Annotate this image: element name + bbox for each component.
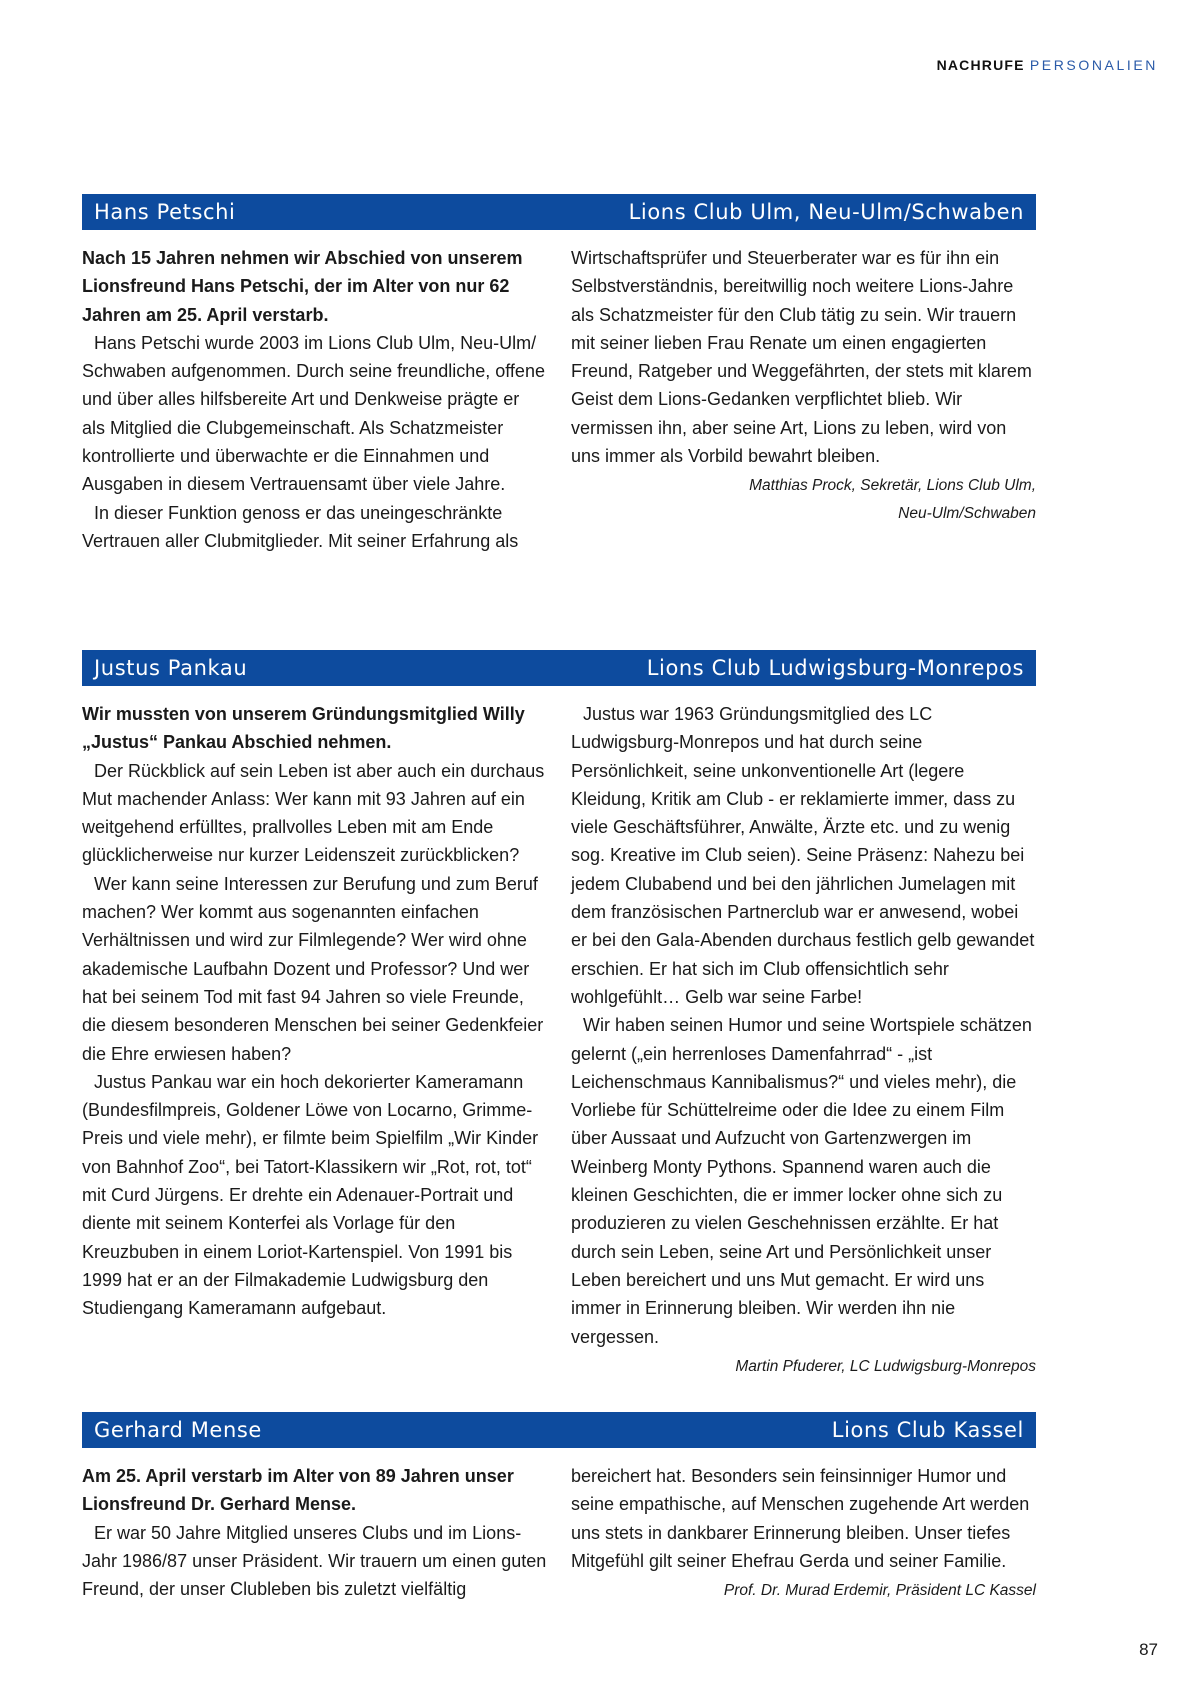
obituary-banner — [82, 194, 1036, 230]
body-paragraph: bereichert hat. Besonders sein feinsinniger Humor und seine empathische, auf Menschen zugehende Art werden uns stets in dankbarer Erinnerung bleiben. Unser tiefes Mitgefühl gilt seiner Ehefrau Gerda und seiner Familie. — [571, 1466, 1030, 1571]
obituary-name: Gerhard Mense — [94, 1418, 262, 1442]
text-column-right — [571, 1462, 1036, 1605]
obituary-banner — [82, 650, 1036, 686]
body-paragraph: Wer kann seine Interessen zur Berufung und zum Beruf machen? Wer kommt aus sogenannten einfachen Verhältnissen und wird zur Filmlegende? Wer wird ohne akademische Laufbahn Dozent und Professor? Und wer hat bei seinem Tod mit fast 94 Jahren so viele Freunde, die diesem besonderen Menschen bei seiner Gedenkfeier die Ehre erwiesen haben? — [82, 873, 544, 1064]
lead-paragraph: Am 25. April verstarb im Alter von 89 Jahren unser Lionsfreund Dr. Gerhard Mense. — [82, 1466, 514, 1515]
obituary-justus-pankau — [82, 650, 1036, 1381]
signature-line: Matthias Prock, Sekretär, Lions Club Ulm, — [749, 477, 1036, 495]
obituary-gerhard-mense — [82, 1412, 1036, 1605]
body-paragraph: Wirtschaftsprüfer und Steuerberater war es für ihn ein Selbstverständnis, bereitwillig noch weitere Lions-Jahre als Schatzmeister für den Club tätig zu sein. Wir trauern mit seiner lieben Frau Renate um einen engagierten Freund, Ratgeber und Weggefährten, der stets mit klarem Geist dem Lions-Gedanken verpflichtet blieb. Wir vermissen ihn, aber seine Art, Lions zu leben, wird von uns immer als Vorbild bewahrt bleiben. — [571, 248, 1032, 467]
body-paragraph: Der Rückblick auf sein Leben ist aber auch ein durchaus Mut machender Anlass: Wer kann mit 93 Jahren auf ein weitgehend erfülltes, prallvolles Leben mit am Ende glücklicherweise nur kurzer Leidenszeit zurückblicken? — [82, 760, 545, 866]
obituary-name: Hans Petschi — [94, 200, 236, 224]
running-head — [937, 56, 1158, 74]
obituary-banner — [82, 1412, 1036, 1448]
body-paragraph: Justus war 1963 Gründungsmitglied des LC Ludwigsburg-Monrepos und hat durch seine Persönlichkeit, seine unkonventionelle Art (legere Kleidung, Kritik am Club - er reklamierte immer, dass zu viele Geschäftsführer, Anwälte, Ärzte etc. und zu wenig sog. Kreative im Club seien). Seine Präsenz: Nahezu bei jedem Clubabend und bei den jährlichen Jumelagen mit dem französischen Partnerclub war er anwesend, wobei er bei den Gala-Abenden durchaus festlich gelb gewandet erschien. Er hat sich im Club offensichtlich sehr wohlgefühlt… Gelb war seine Farbe! — [571, 704, 1035, 1007]
text-column-left — [82, 1462, 547, 1605]
page-number: 87 — [1139, 1640, 1158, 1659]
signature: Martin Pfuderer, LC Ludwigsburg-Monrepos — [735, 1357, 1036, 1375]
subsection-label: PERSONALIEN — [1029, 57, 1158, 73]
body-paragraph: In dieser Funktion genoss er das uneingeschränkte Vertrauen aller Clubmitglieder. Mit seiner Erfahrung als — [82, 502, 519, 551]
signature-line: Neu-Ulm/Schwaben — [898, 505, 1036, 523]
signature — [571, 472, 1036, 528]
lead-paragraph: Nach 15 Jahren nehmen wir Abschied von unserem Lionsfreund Hans Petschi, der im Alter von nur 62 Jahren am 25. April verstarb. — [82, 248, 523, 325]
text-column-right — [571, 700, 1036, 1381]
body-paragraph: Hans Petschi wurde 2003 im Lions Club Ulm, Neu-Ulm/ Schwaben aufgenommen. Durch seine freundliche, offene und über alles hilfsbereite Art und Denkweise prägte er als Mitglied die Clubgemeinschaft. Als Schatzmeister kontrollierte und überwachte er die Einnahmen und Ausgaben in diesem Vertrauensamt über viele Jahre. — [82, 332, 545, 495]
obituary-name: Justus Pankau — [94, 656, 248, 680]
body-paragraph: Er war 50 Jahre Mitglied unseres Clubs und im Lions-Jahr 1986/87 unser Präsident. Wir trauern um einen guten Freund, der unser Clubleben bis zuletzt vielfältig — [82, 1522, 547, 1600]
lead-paragraph: Wir mussten von unserem Gründungsmitglied Willy „Justus“ Pankau Abschied nehmen. — [82, 704, 525, 753]
obituary-club: Lions Club Ulm, Neu-Ulm/Schwaben — [628, 200, 1024, 224]
text-column-left — [82, 700, 547, 1381]
signature: Prof. Dr. Murad Erdemir, Präsident LC Kassel — [723, 1582, 1036, 1600]
text-column-left — [82, 244, 547, 555]
obituary-hans-petschi — [82, 194, 1036, 555]
obituary-club: Lions Club Kassel — [831, 1418, 1024, 1442]
section-label: NACHRUFE — [936, 57, 1025, 73]
obituary-club: Lions Club Ludwigsburg-Monrepos — [646, 656, 1024, 680]
body-paragraph: Justus Pankau war ein hoch dekorierter Kameramann (Bundesfilmpreis, Goldener Löwe von Locarno, Grimme-Preis und viele mehr), er filmte beim Spielfilm „Wir Kinder von Bahnhof Zoo“, bei Tatort-Klassikern wir „Rot, rot, tot“ mit Curd Jürgens. Er drehte ein Adenauer-Portrait und diente mit seinem Konterfei als Vorlage für den Kreuzbuben in einem Loriot-Kartenspiel. Von 1991 bis 1999 hat er an der Filmakademie Ludwigsburg den Studiengang Kameramann aufgebaut. — [82, 1071, 539, 1319]
text-column-right — [571, 244, 1036, 555]
body-paragraph: Wir haben seinen Humor und seine Wortspiele schätzen gelernt („ein herrenloses Damenfahrrad“ - „ist Leichenschmaus Kannibalismus?“ und vieles mehr), die Vorliebe für Schüttelreime oder die Idee zu einem Film über Aussaat und Aufzucht von Gartenzwergen im Weinberg Monty Pythons. Spannend waren auch die kleinen Geschichten, die er immer locker ohne sich zu produzieren zu vielen Geschehnissen erzählte. Er hat durch sein Leben, seine Art und Persönlichkeit unser Leben bereichert und uns Mut gemacht. Er wird uns immer in Erinnerung bleiben. Wir werden ihn nie vergessen. — [571, 1015, 1032, 1347]
